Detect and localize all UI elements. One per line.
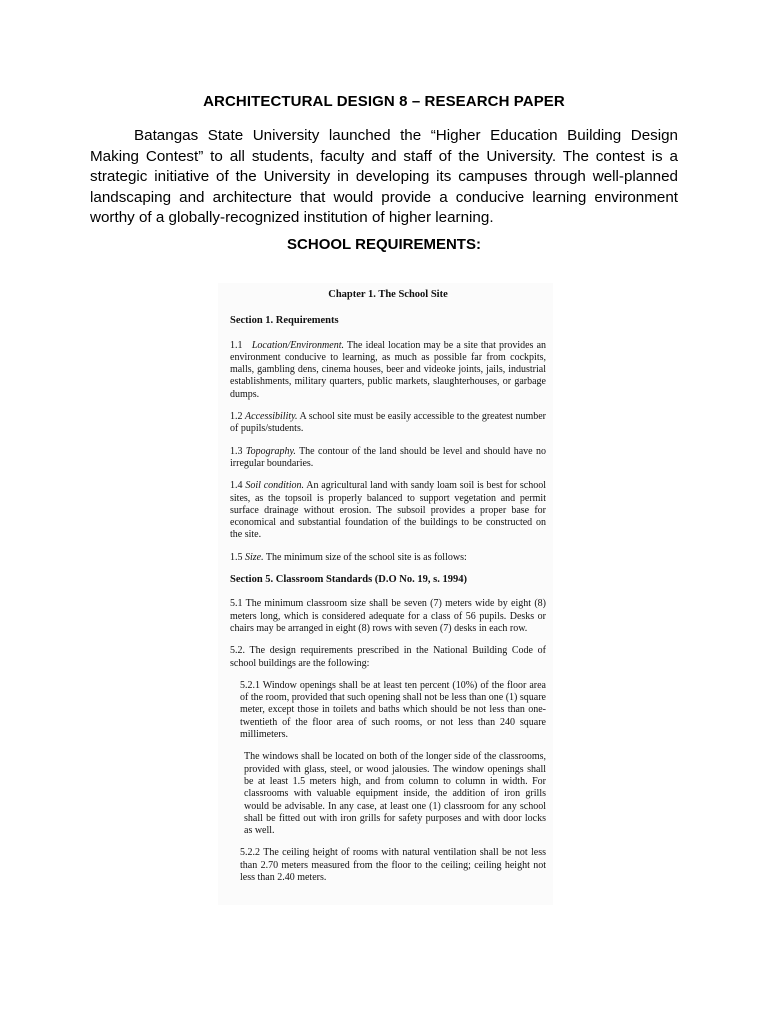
scan-item-1-1-num: 1.1 xyxy=(230,339,243,351)
scan-item-1-4-term: Soil condition. xyxy=(245,480,304,492)
scan-item-1-5 xyxy=(230,552,546,564)
scan-item-1-1 xyxy=(230,340,546,401)
scan-item-1-5-num: 1.5 xyxy=(230,551,243,563)
scan-item-1-1-term: Location/Environment. xyxy=(251,339,344,351)
scan-item-1-4-num: 1.4 xyxy=(230,480,243,492)
scan-item-5-2-1: 5.2.1 Window openings shall be at least ten percent (10%) of the floor area of the room, provided that such opening shall not be less than one (1) square meter, except those in toilets and baths which should be not less than one-twentieth of the floor area of such rooms, or not less than 240 square millimeters. xyxy=(240,679,546,741)
scan-item-1-2-term: Accessibility. xyxy=(245,411,298,423)
scan-item-1-3-term: Topography. xyxy=(245,445,296,457)
scan-item-1-4-text: An agricultural land with sandy loam soil is best for school sites, as the topsoil is properly balanced to support vegetation and permit surface drainage without erosion. The subsoil provides a proper base for economical and substantial foundation of the buildings to be constructed on the site. xyxy=(230,480,547,541)
scan-item-1-3 xyxy=(230,446,546,471)
scan-section-5-heading: Section 5. Classroom Standards (D.O No. 19, s. 1994) xyxy=(230,574,467,586)
scanned-document-image xyxy=(218,283,553,905)
intro-paragraph xyxy=(90,126,678,229)
scan-item-5-2-2: 5.2.2 The ceiling height of rooms with natural ventilation shall be not less than 2.70 meters measured from the floor to the ceiling; ceiling height not less than 2.40 meters. xyxy=(240,847,546,883)
page-title: ARCHITECTURAL DESIGN 8 – RESEARCH PAPER xyxy=(203,93,565,110)
intro-text: Batangas State University launched the “Higher Education Building Design Making Contest” to all students, faculty and staff of the University. The contest is a strategic initiative of the University in developing its campuses through well-planned landscaping and architecture that would provide a conducive learning environment worthy of a globally-recognized institution of higher learning. xyxy=(90,127,678,226)
scan-item-windows: The windows shall be located on both of the longer side of the classrooms, provided with glass, steel, or wood jalousies. The window openings shall be at least 1.5 meters high, and from column to column in width. For classrooms with valuable equipment inside, the addition of iron grills would be advisable. In any case, at least one (1) classroom for any school shall be fitted out with iron grills for safety purposes and with door locks as well. xyxy=(244,751,546,837)
scan-item-1-4 xyxy=(230,480,546,541)
scan-item-1-2 xyxy=(230,411,546,436)
scan-item-1-2-num: 1.2 xyxy=(230,411,243,423)
scan-item-1-5-text: The minimum size of the school site is as follows: xyxy=(263,551,467,563)
section-heading: SCHOOL REQUIREMENTS: xyxy=(287,236,481,253)
scan-item-1-3-text: The contour of the land should be level and should have no irregular boundaries. xyxy=(230,445,546,469)
scan-item-1-1-text: The ideal location may be a site that provides an environment conducive to learning, as much as possible far from cockpits, malls, gambling dens, cinema houses, beer and videoke joints, jails, industrial establishments, military quarters, public markets, slaughterhouses, or garbage dumps. xyxy=(230,339,547,400)
scan-item-1-3-num: 1.3 xyxy=(230,445,243,457)
scan-chapter-title: Chapter 1. The School Site xyxy=(328,289,448,300)
scan-item-5-2: 5.2. The design requirements prescribed in the National Building Code of school buildings are the following: xyxy=(230,645,546,669)
scan-section-1-heading: Section 1. Requirements xyxy=(230,315,339,327)
scan-item-1-5-term: Size. xyxy=(245,551,264,563)
scan-item-5-1: 5.1 The minimum classroom size shall be seven (7) meters wide by eight (8) meters long, which is considered adequate for a class of 56 pupils. Desks or chairs may be arranged in eight (8) rows with seven (7) desks in each row. xyxy=(230,598,546,634)
scan-item-1-2-text: A school site must be easily accessible to the greatest number of pupils/students. xyxy=(230,411,546,435)
